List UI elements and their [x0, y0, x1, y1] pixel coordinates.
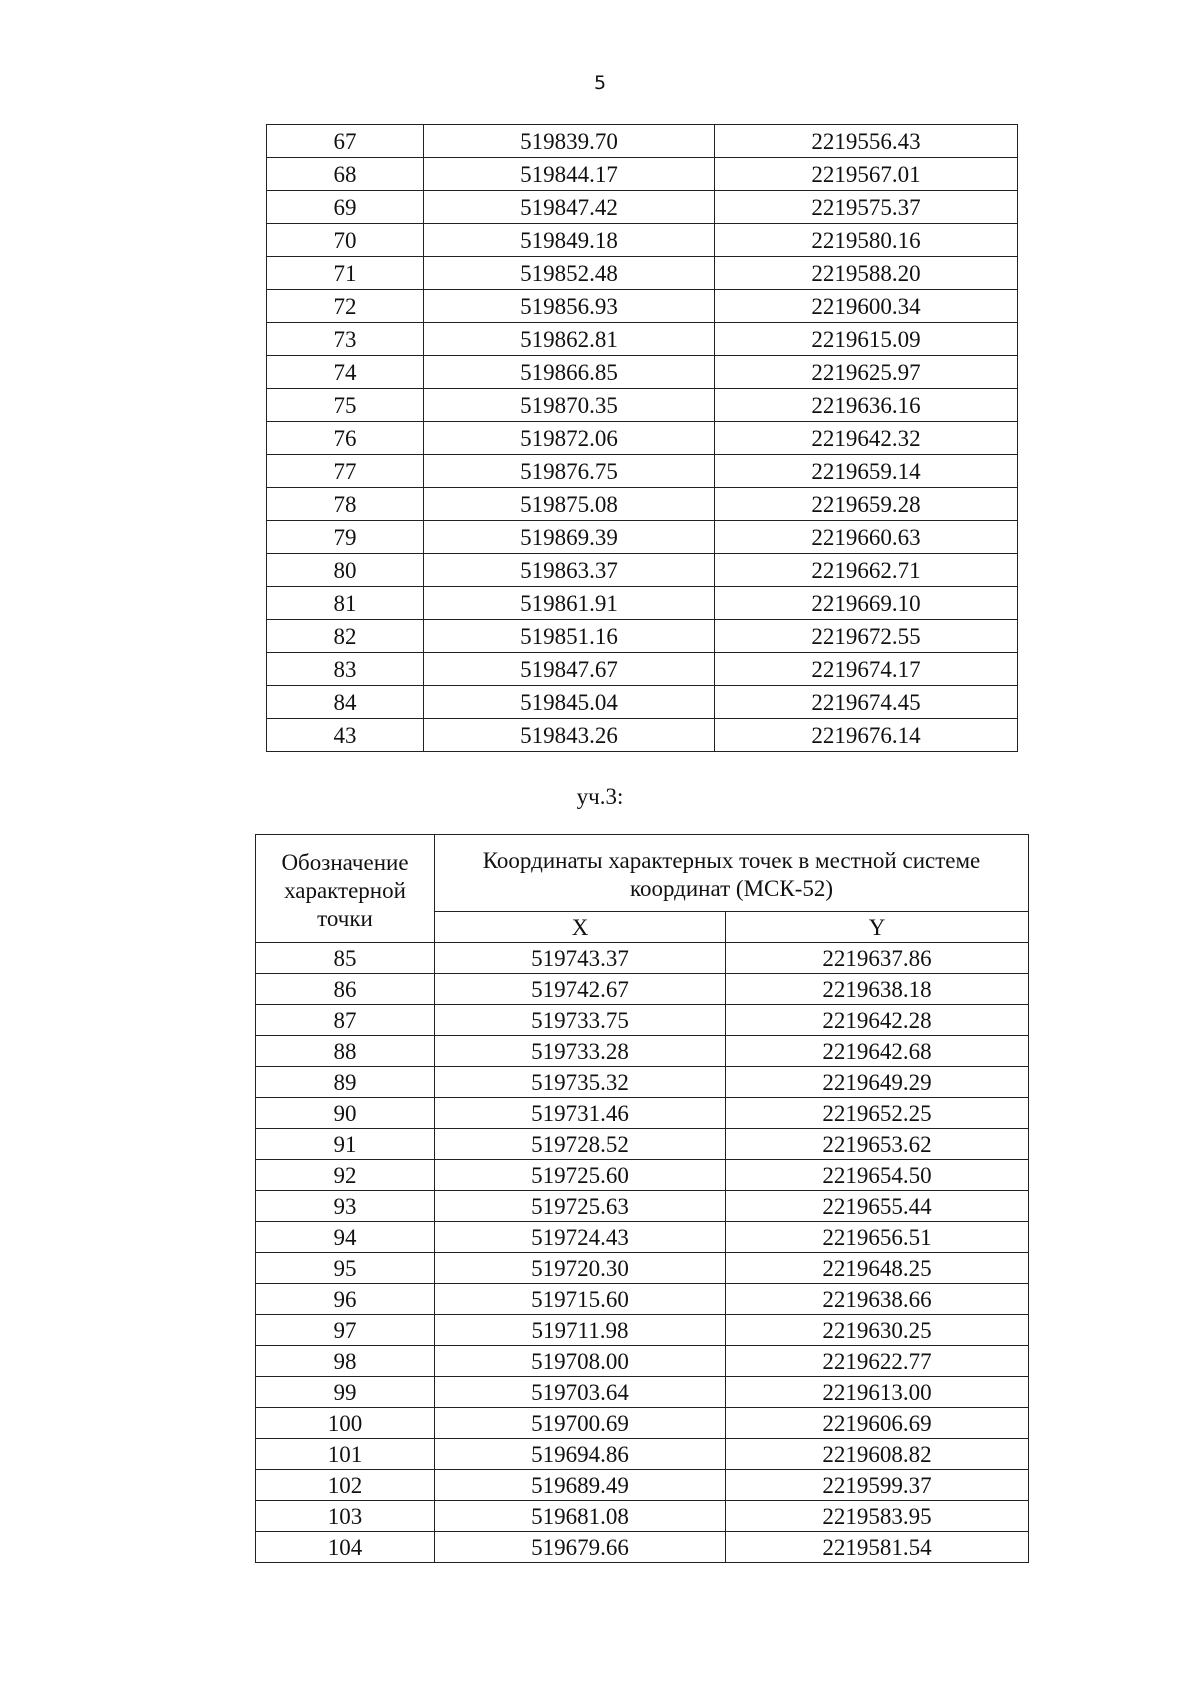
y-coordinate-cell: 2219606.69: [726, 1408, 1029, 1439]
y-coordinate-cell: 2219608.82: [726, 1439, 1029, 1470]
point-number-cell: 102: [256, 1470, 435, 1501]
coordinates-table-continued: [266, 124, 1018, 752]
table-row: [256, 1098, 1029, 1129]
x-coordinate-cell: 519689.49: [435, 1470, 726, 1501]
x-coordinate-cell: 519743.37: [435, 943, 726, 974]
table-row: [267, 224, 1018, 257]
x-coordinate-cell: 519847.67: [424, 653, 715, 686]
point-number-cell: 77: [267, 455, 424, 488]
table-row: [256, 1284, 1029, 1315]
page-number: 5: [593, 72, 607, 94]
y-coordinate-cell: 2219556.43: [715, 125, 1018, 158]
header-x: X: [435, 912, 726, 943]
x-coordinate-cell: 519856.93: [424, 290, 715, 323]
x-coordinate-cell: 519694.86: [435, 1439, 726, 1470]
y-coordinate-cell: 2219656.51: [726, 1222, 1029, 1253]
point-number-cell: 68: [267, 158, 424, 191]
table-row: [267, 290, 1018, 323]
header-coordinates: Координаты характерных точек в местной системе координат (МСК-52): [435, 835, 1029, 912]
point-number-cell: 83: [267, 653, 424, 686]
point-number-cell: 85: [256, 943, 435, 974]
y-coordinate-cell: 2219600.34: [715, 290, 1018, 323]
y-coordinate-cell: 2219642.68: [726, 1036, 1029, 1067]
x-coordinate-cell: 519731.46: [435, 1098, 726, 1129]
x-coordinate-cell: 519852.48: [424, 257, 715, 290]
x-coordinate-cell: 519725.63: [435, 1191, 726, 1222]
point-number-cell: 82: [267, 620, 424, 653]
y-coordinate-cell: 2219580.16: [715, 224, 1018, 257]
y-coordinate-cell: 2219622.77: [726, 1346, 1029, 1377]
y-coordinate-cell: 2219599.37: [726, 1470, 1029, 1501]
y-coordinate-cell: 2219625.97: [715, 356, 1018, 389]
point-number-cell: 91: [256, 1129, 435, 1160]
table2-header: [256, 835, 1029, 943]
point-number-cell: 104: [256, 1532, 435, 1563]
coordinates-table-plot-3: [255, 834, 1029, 1563]
point-number-cell: 90: [256, 1098, 435, 1129]
table-row: [267, 356, 1018, 389]
x-coordinate-cell: 519839.70: [424, 125, 715, 158]
x-coordinate-cell: 519843.26: [424, 719, 715, 752]
y-coordinate-cell: 2219652.25: [726, 1098, 1029, 1129]
y-coordinate-cell: 2219642.32: [715, 422, 1018, 455]
point-number-cell: 81: [267, 587, 424, 620]
point-number-cell: 67: [267, 125, 424, 158]
y-coordinate-cell: 2219636.16: [715, 389, 1018, 422]
y-coordinate-cell: 2219676.14: [715, 719, 1018, 752]
point-number-cell: 93: [256, 1191, 435, 1222]
table-row: [256, 1439, 1029, 1470]
x-coordinate-cell: 519715.60: [435, 1284, 726, 1315]
table-row: [256, 1346, 1029, 1377]
table-row: [267, 455, 1018, 488]
x-coordinate-cell: 519875.08: [424, 488, 715, 521]
y-coordinate-cell: 2219672.55: [715, 620, 1018, 653]
table-row: [256, 1067, 1029, 1098]
point-number-cell: 103: [256, 1501, 435, 1532]
table-row: [267, 125, 1018, 158]
point-number-cell: 89: [256, 1067, 435, 1098]
table-row: [256, 1377, 1029, 1408]
table-row: [267, 257, 1018, 290]
point-number-cell: 95: [256, 1253, 435, 1284]
point-number-cell: 78: [267, 488, 424, 521]
point-number-cell: 100: [256, 1408, 435, 1439]
x-coordinate-cell: 519845.04: [424, 686, 715, 719]
y-coordinate-cell: 2219588.20: [715, 257, 1018, 290]
table2-header-row: [256, 835, 1029, 912]
x-coordinate-cell: 519849.18: [424, 224, 715, 257]
point-number-cell: 70: [267, 224, 424, 257]
x-coordinate-cell: 519703.64: [435, 1377, 726, 1408]
x-coordinate-cell: 519876.75: [424, 455, 715, 488]
y-coordinate-cell: 2219638.18: [726, 974, 1029, 1005]
x-coordinate-cell: 519870.35: [424, 389, 715, 422]
y-coordinate-cell: 2219653.62: [726, 1129, 1029, 1160]
x-coordinate-cell: 519733.75: [435, 1005, 726, 1036]
x-coordinate-cell: 519869.39: [424, 521, 715, 554]
table-row: [256, 1315, 1029, 1346]
table-row: [256, 943, 1029, 974]
x-coordinate-cell: 519681.08: [435, 1501, 726, 1532]
point-number-cell: 75: [267, 389, 424, 422]
point-number-cell: 99: [256, 1377, 435, 1408]
point-number-cell: 97: [256, 1315, 435, 1346]
x-coordinate-cell: 519733.28: [435, 1036, 726, 1067]
point-number-cell: 80: [267, 554, 424, 587]
y-coordinate-cell: 2219615.09: [715, 323, 1018, 356]
table-row: [267, 323, 1018, 356]
y-coordinate-cell: 2219642.28: [726, 1005, 1029, 1036]
x-coordinate-cell: 519866.85: [424, 356, 715, 389]
x-coordinate-cell: 519720.30: [435, 1253, 726, 1284]
x-coordinate-cell: 519708.00: [435, 1346, 726, 1377]
y-coordinate-cell: 2219674.17: [715, 653, 1018, 686]
y-coordinate-cell: 2219630.25: [726, 1315, 1029, 1346]
point-number-cell: 86: [256, 974, 435, 1005]
point-number-cell: 73: [267, 323, 424, 356]
table-row: [256, 1470, 1029, 1501]
point-number-cell: 92: [256, 1160, 435, 1191]
x-coordinate-cell: 519863.37: [424, 554, 715, 587]
table-row: [267, 422, 1018, 455]
x-coordinate-cell: 519711.98: [435, 1315, 726, 1346]
y-coordinate-cell: 2219613.00: [726, 1377, 1029, 1408]
table-row: [267, 587, 1018, 620]
header-point-designation: Обозначение характерной точки: [256, 835, 435, 943]
y-coordinate-cell: 2219659.28: [715, 488, 1018, 521]
point-number-cell: 101: [256, 1439, 435, 1470]
table1-body: [267, 125, 1018, 752]
table-row: [256, 1532, 1029, 1563]
table2-body: [256, 943, 1029, 1563]
y-coordinate-cell: 2219637.86: [726, 943, 1029, 974]
y-coordinate-cell: 2219583.95: [726, 1501, 1029, 1532]
table-row: [267, 158, 1018, 191]
point-number-cell: 76: [267, 422, 424, 455]
y-coordinate-cell: 2219660.63: [715, 521, 1018, 554]
point-number-cell: 88: [256, 1036, 435, 1067]
table-row: [267, 554, 1018, 587]
point-number-cell: 87: [256, 1005, 435, 1036]
point-number-cell: 43: [267, 719, 424, 752]
x-coordinate-cell: 519700.69: [435, 1408, 726, 1439]
y-coordinate-cell: 2219575.37: [715, 191, 1018, 224]
table-row: [256, 1005, 1029, 1036]
point-number-cell: 74: [267, 356, 424, 389]
y-coordinate-cell: 2219674.45: [715, 686, 1018, 719]
point-number-cell: 96: [256, 1284, 435, 1315]
x-coordinate-cell: 519724.43: [435, 1222, 726, 1253]
table-row: [267, 389, 1018, 422]
table-row: [256, 1160, 1029, 1191]
y-coordinate-cell: 2219648.25: [726, 1253, 1029, 1284]
table-row: [256, 1036, 1029, 1067]
point-number-cell: 79: [267, 521, 424, 554]
x-coordinate-cell: 519861.91: [424, 587, 715, 620]
y-coordinate-cell: 2219638.66: [726, 1284, 1029, 1315]
y-coordinate-cell: 2219669.10: [715, 587, 1018, 620]
point-number-cell: 94: [256, 1222, 435, 1253]
x-coordinate-cell: 519847.42: [424, 191, 715, 224]
header-y: Y: [726, 912, 1029, 943]
x-coordinate-cell: 519862.81: [424, 323, 715, 356]
y-coordinate-cell: 2219655.44: [726, 1191, 1029, 1222]
x-coordinate-cell: 519679.66: [435, 1532, 726, 1563]
x-coordinate-cell: 519872.06: [424, 422, 715, 455]
table-row: [267, 521, 1018, 554]
y-coordinate-cell: 2219567.01: [715, 158, 1018, 191]
point-number-cell: 84: [267, 686, 424, 719]
point-number-cell: 71: [267, 257, 424, 290]
table-row: [256, 1501, 1029, 1532]
point-number-cell: 72: [267, 290, 424, 323]
y-coordinate-cell: 2219662.71: [715, 554, 1018, 587]
table-row: [267, 620, 1018, 653]
table-row: [256, 1408, 1029, 1439]
point-number-cell: 69: [267, 191, 424, 224]
table-row: [267, 686, 1018, 719]
y-coordinate-cell: 2219659.14: [715, 455, 1018, 488]
table-row: [267, 191, 1018, 224]
x-coordinate-cell: 519728.52: [435, 1129, 726, 1160]
table-row: [267, 653, 1018, 686]
table-row: [256, 1253, 1029, 1284]
point-number-cell: 98: [256, 1346, 435, 1377]
table-row: [267, 719, 1018, 752]
x-coordinate-cell: 519851.16: [424, 620, 715, 653]
table-row: [256, 1191, 1029, 1222]
x-coordinate-cell: 519735.32: [435, 1067, 726, 1098]
section-label: уч.3:: [576, 784, 624, 809]
y-coordinate-cell: 2219581.54: [726, 1532, 1029, 1563]
x-coordinate-cell: 519742.67: [435, 974, 726, 1005]
table-row: [256, 1129, 1029, 1160]
y-coordinate-cell: 2219649.29: [726, 1067, 1029, 1098]
x-coordinate-cell: 519725.60: [435, 1160, 726, 1191]
table-row: [256, 974, 1029, 1005]
x-coordinate-cell: 519844.17: [424, 158, 715, 191]
table-row: [256, 1222, 1029, 1253]
table-row: [267, 488, 1018, 521]
y-coordinate-cell: 2219654.50: [726, 1160, 1029, 1191]
